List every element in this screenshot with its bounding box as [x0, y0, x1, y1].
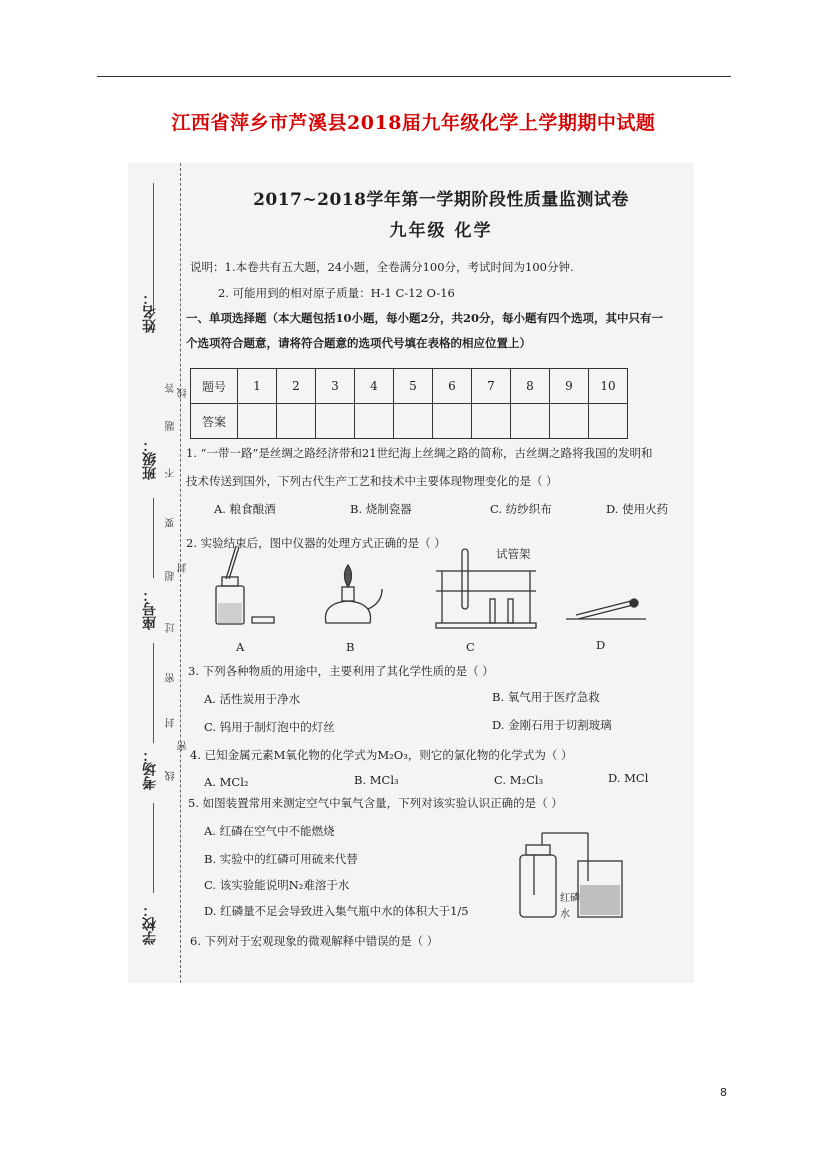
answer-table	[190, 368, 628, 439]
q5-fig-label-phosphorus: 红磷	[560, 893, 580, 904]
q3-option-c: C. 钨用于制灯泡中的灯丝	[204, 720, 335, 734]
figure-a-bottle	[216, 546, 274, 624]
binding-strip	[128, 163, 188, 983]
document-title: 江西省萍乡市芦溪县2018届九年级化学上学期期中试题	[171, 112, 656, 134]
q3-option-b: B. 氧气用于医疗急救	[492, 690, 600, 704]
seal-char: 要	[166, 518, 177, 528]
seal-mark: 线	[178, 388, 189, 398]
answer-cell[interactable]	[316, 404, 355, 439]
q5-option-c: C. 该实验能说明N₂难溶于水	[204, 878, 350, 892]
q1-option-a: A. 粮食酿酒	[214, 502, 276, 516]
q1-stem-cont: 技术传送到国外，下列古代生产工艺和技术中主要体现物理变化的是（ ）	[186, 474, 558, 488]
answer-cell[interactable]	[277, 404, 316, 439]
rack-label: 试管架	[496, 547, 531, 561]
scanned-exam-page	[128, 163, 694, 983]
exam-subtitle: 九年级 化学	[389, 221, 493, 241]
answer-cell[interactable]	[355, 404, 394, 439]
seal-char: 答	[166, 383, 177, 393]
seal-dashed-line	[180, 163, 181, 983]
table-row	[191, 404, 628, 439]
table-row	[191, 369, 628, 404]
room-label: 考场：	[142, 748, 158, 790]
q5-fig-label-water: 水	[560, 909, 570, 920]
seal-char: 密	[166, 673, 177, 683]
instruction-2: 2. 可能用到的相对原子质量：H-1 C-12 O-16	[218, 286, 455, 300]
seal-char: 封	[166, 718, 177, 728]
seal-char: 超	[166, 571, 177, 581]
q4-option-b: B. MCl₃	[354, 773, 399, 787]
q4-option-d: D. MCl	[608, 771, 649, 785]
section-1-heading-cont: 个选项符合题意，请将符合题意的选项代号填在表格的相应位置上）	[186, 336, 531, 350]
q4-option-a: A. MCl₂	[204, 775, 249, 789]
q3-option-a: A. 活性炭用于净水	[204, 692, 301, 706]
answer-cell[interactable]	[394, 404, 433, 439]
q2-stem: 2. 实验结束后，图中仪器的处理方式正确的是（ ）	[186, 536, 446, 550]
question-number-cell: 7	[472, 369, 511, 404]
q3-option-d: D. 金刚石用于切割玻璃	[492, 718, 612, 732]
seal-mark: 封	[178, 563, 189, 573]
instruction-1: 说明：1.本卷共有五大题，24小题，全卷满分100分，考试时间为100分钟.	[190, 260, 574, 274]
school-label: 学校：	[142, 903, 158, 945]
seat-label: 座号：	[142, 588, 158, 630]
q1-option-b: B. 烧制瓷器	[350, 502, 412, 516]
class-label: 班级：	[142, 438, 158, 480]
question-number-cell: 3	[316, 369, 355, 404]
answer-cell[interactable]	[433, 404, 472, 439]
class-blank-line	[153, 498, 154, 578]
fig-label-a: A	[236, 640, 245, 654]
question-number-cell: 6	[433, 369, 472, 404]
room-blank-line	[153, 803, 154, 893]
q1-stem: 1. “一带一路”是丝绸之路经济带和21世纪海上丝绸之路的简称，古丝绸之路将我国的发明和	[186, 446, 653, 460]
section-1-heading: 一、单项选择题（本大题包括10小题，每小题2分，共20分，每小题有四个选项，其中只有一	[186, 311, 664, 325]
seal-mark: 密	[178, 741, 189, 751]
question-number-cell: 10	[589, 369, 628, 404]
seal-char: 线	[166, 771, 177, 781]
seal-char: 题	[166, 421, 177, 431]
q5-stem: 5. 如图装置常用来测定空气中氧气含量，下列对该实验认识正确的是（ ）	[188, 796, 563, 810]
fig-label-b: B	[346, 640, 355, 654]
q1-option-d: D. 使用火药	[606, 502, 669, 516]
question-number-cell: 1	[238, 369, 277, 404]
q5-option-b: B. 实验中的红磷可用硫来代替	[204, 852, 358, 866]
name-label: 姓名：	[142, 291, 158, 333]
q5-option-a: A. 红磷在空气中不能燃烧	[204, 824, 335, 838]
answer-cell[interactable]	[472, 404, 511, 439]
question-number-cell: 2	[277, 369, 316, 404]
answer-cell[interactable]	[589, 404, 628, 439]
answer-cell[interactable]	[238, 404, 277, 439]
page-number: 8	[720, 1086, 727, 1099]
q4-stem: 4. 已知金属元素M氧化物的化学式为M₂O₃，则它的氯化物的化学式为（ ）	[190, 748, 573, 762]
fig-label-c: C	[466, 640, 475, 654]
answer-cell[interactable]	[511, 404, 550, 439]
header-rule	[97, 76, 731, 77]
fig-label-d: D	[596, 638, 606, 652]
q6-stem: 6. 下列对于宏观现象的微观解释中错误的是（ ）	[190, 934, 439, 948]
q5-apparatus-figure	[514, 825, 634, 925]
question-number-cell: 8	[511, 369, 550, 404]
answer-cell[interactable]	[550, 404, 589, 439]
table-header-cell: 答案	[191, 404, 238, 439]
seal-char: 过	[166, 623, 177, 633]
q2-apparatus-figure	[206, 541, 646, 651]
q5-option-d: D. 红磷量不足会导致进入集气瓶中水的体积大于1/5	[204, 904, 469, 918]
figure-d-test-tube	[566, 599, 646, 619]
q3-stem: 3. 下列各种物质的用途中，主要利用了其化学性质的是（ ）	[188, 664, 494, 678]
question-number-cell: 5	[394, 369, 433, 404]
figure-b-alcohol-lamp	[325, 565, 382, 623]
question-number-cell: 4	[355, 369, 394, 404]
table-header-cell: 题号	[191, 369, 238, 404]
seat-blank-line	[153, 643, 154, 743]
exam-title: 2017~2018学年第一学期阶段性质量监测试卷	[253, 190, 629, 210]
figure-c-test-tube-rack	[436, 549, 536, 628]
q1-option-c: C. 纺纱织布	[490, 502, 552, 516]
question-number-cell: 9	[550, 369, 589, 404]
seal-char: 不	[166, 468, 177, 478]
q4-option-c: C. M₂Cl₃	[494, 773, 544, 787]
